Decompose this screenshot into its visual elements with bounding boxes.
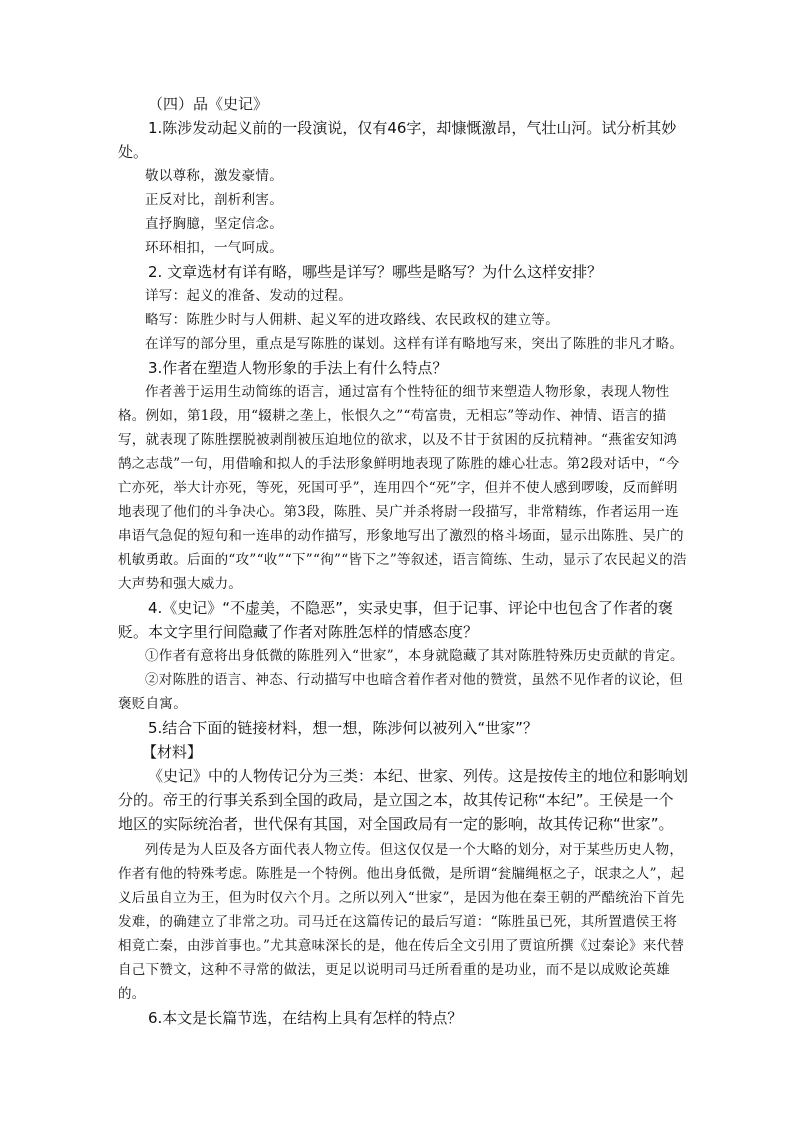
- question-5: 5.结合下面的链接材料，想一想，陈涉何以被列入“世家”？: [148, 719, 538, 737]
- document-page: [118, 92, 688, 1030]
- question-3: 3.作者在塑造人物形象的手法上有什么特点？: [148, 359, 448, 377]
- answer-1-item: 敬以尊称，激发豪情。: [145, 168, 283, 184]
- question-2: 2. 文章选材有详有略，哪些是详写？哪些是略写？为什么这样安排？: [148, 263, 603, 281]
- answer-2-reason: 在详写的部分里，重点是写陈胜的谋划。这样有详有略地写来，突出了陈胜的非凡才略。: [145, 336, 684, 352]
- answer-3: 作者善于运用生动简练的语言，通过富有个性特征的细节来塑造人物形象，表现人物性格。例如，第1段，用“辍耕之垄上，怅恨久之”“苟富贵，无相忘”等动作、神情、语言的描写，就表现了陈胜摆脱被剥削被压迫地位的欲求，以及不甘于贫困的反抗精神。“燕雀安知鸿鹄之志哉”一句，用借喻和拟人的手法形象鲜明地表现了陈胜的雄心壮志。第2段对话中，“今亡亦死，举大计亦死，等死，死国可乎”，连用四个“死”字，但并不使人感到啰唆，反而鲜明地表现了他们的斗争决心。第3段，陈胜、吴广并杀将尉一段描写，非常精练，作者运用一连串语气急促的短句和一连串的动作描写，形象地写出了激烈的格斗场面，显示出陈胜、吴广的机敏勇敢。后面的“攻”“收”“下”“徇”“皆下之”等叙述，语言简练、生动，显示了农民起义的浩大声势和强大威力。: [118, 384, 687, 592]
- answer-4-point-2: ②对陈胜的语言、神态、行动描写中也暗含着作者对他的赞赏，虽然不见作者的议论，但褒贬自寓。: [118, 672, 684, 712]
- question-1: 1.陈涉发动起义前的一段演说，仅有46字，却慷慨激昂，气壮山河。试分析其妙处。: [118, 119, 677, 161]
- question-6: 6.本文是长篇节选，在结构上具有怎样的特点？: [148, 1009, 463, 1027]
- question-4: 4.《史记》“不虚美，不隐恶”，实录史事，但于记事、评论中也包含了作者的褒贬。本文字里行间隐藏了作者对陈胜怎样的情感态度？: [118, 599, 673, 641]
- material-label: 【材料】: [142, 743, 203, 761]
- answer-4-point-1: ①作者有意将出身低微的陈胜列入“世家”，本身就隐藏了其对陈胜特殊历史贡献的肯定。: [145, 648, 684, 664]
- answer-2-detail: 详写：起义的准备、发动的过程。: [145, 288, 352, 304]
- answer-5: 列传是为人臣及各方面代表人物立传。但这仅仅是一个大略的划分，对于某些历史人物，作者有他的特殊考虑。陈胜是一个特例。他出身低微，是所谓“瓮牖绳枢之子，氓隶之人”，起义后虽自立为王，但为时仅六个月。之所以列入“世家”，是因为他在秦王朝的严酷统治下首先发难，的确建立了非常之功。司马迁在这篇传记的最后写道：“陈胜虽已死，其所置遣侯王将相竟亡秦，由涉首事也。”尤其意味深长的是，他在传后全文引用了贾谊所撰《过秦论》来代替自己下赞文，这种不寻常的做法，更足以说明司马迁所看重的是功业，而不是以成败论英雄的。: [118, 842, 685, 1002]
- answer-2-brief: 略写：陈胜少时与人佣耕、起义军的进攻路线、农民政权的建立等。: [145, 312, 559, 328]
- answer-1-item: 正反对比，剖析利害。: [145, 192, 283, 208]
- answer-1-item: 环环相扣，一气呵成。: [145, 240, 283, 256]
- material-text: 《史记》中的人物传记分为三类：本纪、世家、列传。这是按传主的地位和影响划分的。帝王的行事关系到全国的政局，是立国之本，故其传记称“本纪”。王侯是一个地区的实际统治者，世代保有其国，对全国政局有一定的影响，故其传记称“世家”。: [118, 767, 689, 833]
- section-title: （四）品《史记》: [148, 95, 269, 113]
- answer-1-item: 直抒胸臆，坚定信念。: [145, 216, 283, 232]
